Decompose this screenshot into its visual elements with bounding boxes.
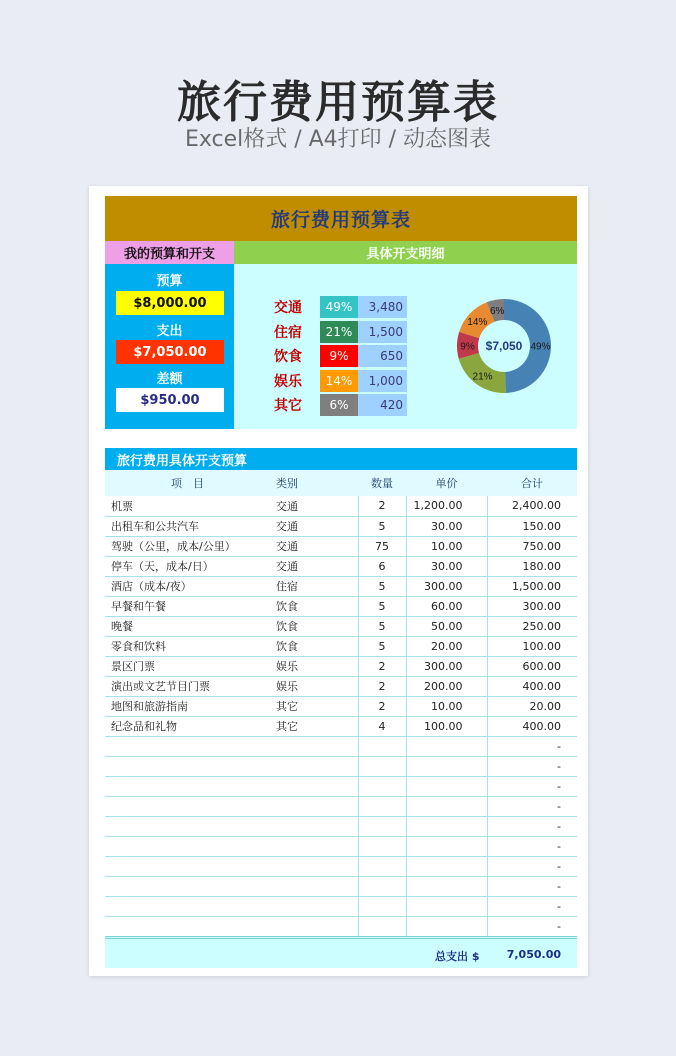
category-cell: 娱乐 (270, 656, 358, 676)
table-row (105, 656, 577, 676)
item-cell: 出租车和公共汽车 (105, 516, 270, 536)
column-header-qty: 数量 (358, 470, 406, 496)
quantity-cell: 2 (358, 676, 406, 696)
table-row (105, 796, 577, 816)
spend-label: 支出 (156, 324, 183, 339)
quantity-cell: 4 (358, 716, 406, 736)
category-amount: 1,000 (358, 370, 407, 392)
category-cell: 交通 (270, 516, 358, 536)
total-cell: - (487, 896, 577, 916)
total-label: 总支出 $ (435, 950, 480, 963)
unit-price-cell: 10.00 (406, 536, 487, 556)
category-cell (270, 756, 358, 776)
detail-section-header: 具体开支明细 (234, 241, 577, 264)
donut-center-label: $7,050 (485, 339, 523, 353)
unit-price-cell: 30.00 (406, 556, 487, 576)
column-header-total: 合计 (487, 470, 577, 496)
category-cell: 住宿 (270, 576, 358, 596)
item-cell: 演出或文艺节目门票 (105, 676, 270, 696)
total-cell: 100.00 (487, 636, 577, 656)
quantity-cell (358, 876, 406, 896)
category-cell: 交通 (270, 556, 358, 576)
table-row (105, 596, 577, 616)
item-cell: 地图和旅游指南 (105, 696, 270, 716)
total-cell: 20.00 (487, 696, 577, 716)
total-cell: - (487, 916, 577, 936)
column-header-item: 项 目 (105, 470, 270, 496)
category-amount: 650 (358, 345, 407, 367)
total-cell: - (487, 836, 577, 856)
unit-price-cell: 20.00 (406, 636, 487, 656)
category-cell (270, 816, 358, 836)
table-title: 旅行费用具体开支预算 (105, 448, 577, 470)
table-row (105, 576, 577, 596)
unit-price-cell: 300.00 (406, 656, 487, 676)
item-cell (105, 816, 270, 836)
total-cell: 250.00 (487, 616, 577, 636)
item-cell (105, 876, 270, 896)
page-title: 旅行费用预算表 (177, 77, 499, 128)
quantity-cell (358, 836, 406, 856)
total-cell: - (487, 736, 577, 756)
table-row (105, 716, 577, 736)
column-header-category: 类别 (270, 470, 358, 496)
unit-price-cell: 60.00 (406, 596, 487, 616)
table-row (105, 916, 577, 936)
table-header-row (105, 470, 577, 496)
item-cell: 晚餐 (105, 616, 270, 636)
item-cell: 驾驶（公里，成本/公里） (105, 536, 270, 556)
table-row (105, 856, 577, 876)
table-row (105, 616, 577, 636)
category-cell: 娱乐 (270, 676, 358, 696)
page-subtitle: Excel格式 / A4打印 / 动态图表 (184, 127, 492, 152)
unit-price-cell: 200.00 (406, 676, 487, 696)
table-row (105, 536, 577, 556)
spend-value: $7,050.00 (116, 340, 224, 364)
table-row (105, 556, 577, 576)
category-cell (270, 896, 358, 916)
unit-price-cell: 300.00 (406, 576, 487, 596)
total-cell: 1,500.00 (487, 576, 577, 596)
quantity-cell: 5 (358, 596, 406, 616)
table-row (105, 516, 577, 536)
category-cell: 交通 (270, 496, 358, 516)
detail-panel (234, 264, 577, 429)
donut-slice-label: 21% (472, 371, 493, 383)
total-cell: - (487, 816, 577, 836)
quantity-cell: 5 (358, 516, 406, 536)
category-name: 住宿 (274, 324, 302, 341)
unit-price-cell: 30.00 (406, 516, 487, 536)
category-amount: 1,500 (358, 321, 407, 343)
quantity-cell (358, 816, 406, 836)
quantity-cell: 2 (358, 656, 406, 676)
unit-price-cell (406, 916, 487, 936)
total-cell: 180.00 (487, 556, 577, 576)
total-cell: 750.00 (487, 536, 577, 556)
category-percent: 14% (320, 370, 358, 392)
budget-section-header: 我的预算和开支 (105, 241, 234, 264)
total-cell: 2,400.00 (487, 496, 577, 516)
table-row (105, 736, 577, 756)
quantity-cell: 5 (358, 576, 406, 596)
item-cell (105, 796, 270, 816)
quantity-cell: 6 (358, 556, 406, 576)
item-cell (105, 916, 270, 936)
item-cell: 景区门票 (105, 656, 270, 676)
item-cell (105, 736, 270, 756)
quantity-cell (358, 796, 406, 816)
quantity-cell (358, 756, 406, 776)
item-cell (105, 896, 270, 916)
quantity-cell: 2 (358, 696, 406, 716)
category-cell (270, 776, 358, 796)
budget-value: $8,000.00 (116, 291, 224, 315)
category-cell: 饮食 (270, 616, 358, 636)
quantity-cell (358, 916, 406, 936)
total-cell: 400.00 (487, 676, 577, 696)
category-cell (270, 856, 358, 876)
total-cell: 300.00 (487, 596, 577, 616)
category-percent: 6% (320, 394, 358, 416)
quantity-cell (358, 856, 406, 876)
item-cell: 零食和饮料 (105, 636, 270, 656)
donut-slice-label: 6% (489, 306, 505, 318)
table-row (105, 896, 577, 916)
unit-price-cell: 50.00 (406, 616, 487, 636)
table-row (105, 756, 577, 776)
unit-price-cell (406, 776, 487, 796)
quantity-cell: 5 (358, 636, 406, 656)
table-row (105, 636, 577, 656)
category-cell: 交通 (270, 536, 358, 556)
unit-price-cell (406, 796, 487, 816)
category-percent: 9% (320, 345, 358, 367)
donut-slice-label: 14% (467, 317, 488, 329)
budget-panel (105, 264, 234, 429)
total-cell: - (487, 796, 577, 816)
item-cell (105, 836, 270, 856)
unit-price-cell (406, 896, 487, 916)
quantity-cell: 75 (358, 536, 406, 556)
quantity-cell (358, 896, 406, 916)
budget-label: 预算 (156, 274, 183, 289)
total-cell: - (487, 776, 577, 796)
table-row (105, 776, 577, 796)
quantity-cell (358, 776, 406, 796)
category-percent: 21% (320, 321, 358, 343)
expense-donut-chart (439, 284, 569, 409)
category-name: 其它 (274, 398, 302, 414)
total-value: 7,050.00 (506, 948, 561, 961)
unit-price-cell: 100.00 (406, 716, 487, 736)
category-name: 交通 (274, 300, 302, 316)
item-cell: 纪念品和礼物 (105, 716, 270, 736)
diff-label: 差额 (156, 372, 183, 387)
quantity-cell (358, 736, 406, 756)
table-row (105, 676, 577, 696)
total-cell: - (487, 856, 577, 876)
column-header-price: 单价 (406, 470, 487, 496)
category-cell (270, 916, 358, 936)
donut-slice-label: 9% (460, 341, 475, 353)
quantity-cell: 5 (358, 616, 406, 636)
table-row (105, 876, 577, 896)
category-cell: 其它 (270, 716, 358, 736)
table-row (105, 496, 577, 516)
unit-price-cell (406, 876, 487, 896)
category-amount: 420 (358, 394, 407, 416)
table-row (105, 696, 577, 716)
unit-price-cell (406, 856, 487, 876)
unit-price-cell: 10.00 (406, 696, 487, 716)
table-row (105, 816, 577, 836)
category-cell: 饮食 (270, 596, 358, 616)
category-amount: 3,480 (358, 296, 407, 318)
item-cell (105, 756, 270, 776)
total-cell: - (487, 756, 577, 776)
category-cell: 其它 (270, 696, 358, 716)
unit-price-cell (406, 816, 487, 836)
unit-price-cell: 1,200.00 (406, 496, 487, 516)
item-cell (105, 776, 270, 796)
item-cell: 机票 (105, 496, 270, 516)
table-row (105, 836, 577, 856)
unit-price-cell (406, 756, 487, 776)
total-cell: 150.00 (487, 516, 577, 536)
category-cell (270, 836, 358, 856)
item-cell (105, 856, 270, 876)
expense-table (105, 470, 577, 937)
item-cell: 停车（天，成本/日） (105, 556, 270, 576)
total-cell: 600.00 (487, 656, 577, 676)
category-percent: 49% (320, 296, 358, 318)
category-cell: 饮食 (270, 636, 358, 656)
category-name: 饮食 (274, 349, 302, 365)
quantity-cell: 2 (358, 496, 406, 516)
item-cell: 酒店（成本/夜） (105, 576, 270, 596)
donut-slice-label: 49% (530, 341, 551, 353)
unit-price-cell (406, 736, 487, 756)
category-name: 娱乐 (274, 373, 302, 390)
diff-value: $950.00 (116, 388, 224, 412)
spreadsheet-preview (89, 186, 588, 976)
unit-price-cell (406, 836, 487, 856)
item-cell: 早餐和午餐 (105, 596, 270, 616)
category-cell (270, 736, 358, 756)
total-footer (105, 936, 577, 968)
category-cell (270, 876, 358, 896)
category-cell (270, 796, 358, 816)
total-cell: 400.00 (487, 716, 577, 736)
sheet-title: 旅行费用预算表 (105, 196, 577, 241)
total-cell: - (487, 876, 577, 896)
